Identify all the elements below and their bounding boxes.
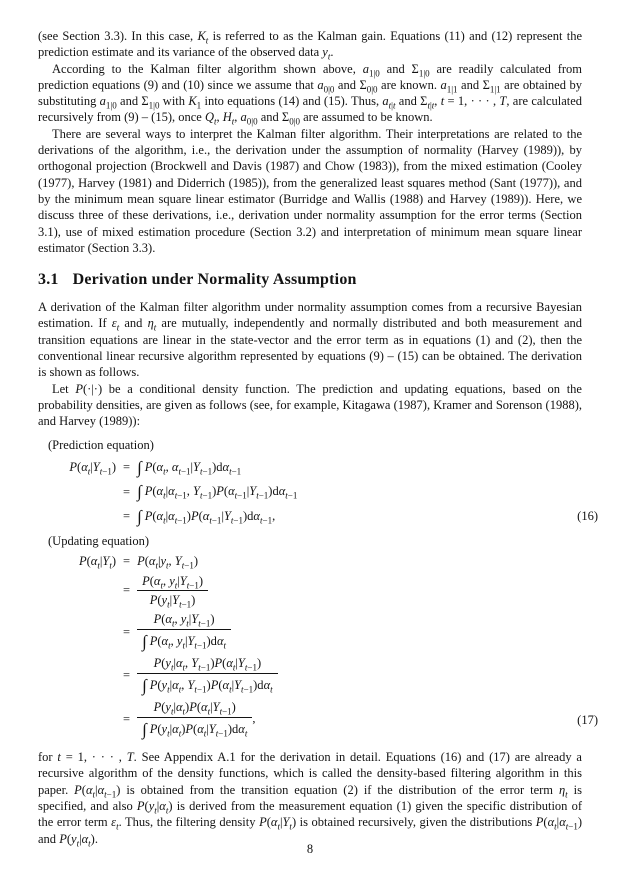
equation-lhs: $P(\alpha_t|Y_{t-1})$ [69,460,116,477]
equation-rhs: $\frac{P(y_t|\alpha_t, Y_{t-1})P(\alpha_t|Y_{t-1})}{\int P(y_t|\alpha_t, Y_{t-1})P(\alpha_t|Y_{t-1})d\alpha_t}$ [137,656,278,695]
prediction-equation-label: (Prediction equation) [48,437,154,452]
equals-sign: = [123,624,131,639]
paragraph-interpretations: There are several ways to interpret the Kalman filter algorithm. Their interpretations are related to the derivations of the algorithm, i.e., the derivation under the assumption of normality (Harvey (1989)), by orthogonal projection (Brockwell and Davis (1987) and Chow (1983)), from the mixed estimation (Cooley (1977), Harvey (1981) and Diderrich (1985)), from the generalized least squares method (Sant (1977)), and by the minimum mean square linear estimator (Burridge and Wallis (1988) and Harvey (1989)). Here, we discuss three of these derivations, i.e., derivation under normality assumption for the error terms (Section 3.1), use of mixed estimation procedure (Section 3.2) and interpretation of minimum mean square linear estimator (Section 3.3). [38,126,582,255]
equation-rhs: $\frac{P(y_t|\alpha_t)P(\alpha_t|Y_{t-1})}{\int P(y_t|\alpha_t)P(\alpha_t|Y_{t-1})d\alpha_t}$ , [137,700,255,739]
prediction-equation-block [58,457,598,527]
equation-number-17: (17) [577,712,598,727]
equals-sign: = [123,712,131,727]
equation-line [58,574,582,608]
paragraph-kalman-gain: (see Section 3.3). In this case, $K_t$ is referred to as the Kalman gain. Equations (11) and (12) represent the prediction estimate and its variance of the observed data $y_t$. [38,29,582,62]
equals-sign: = [123,509,131,524]
closing-text [38,749,582,847]
equals-sign: = [123,554,131,569]
section-heading [38,271,582,289]
updating-equation-label: (Updating equation) [48,534,150,549]
equation-line [58,458,582,478]
equation-line [58,700,598,739]
paragraph-derivation-intro: A derivation of the Kalman filter algorithm under normality assumption comes from a recursive Bayesian estimation. If $\varepsilon_t$ and $\eta_t$ are mutually, independently and normally distributed and both measurement and transition equations are linear in the state-vector and the error term as in equations (1) and (2), then the conventional linear recursive algorithm represented by equations (9) – (15) can be obtained. The derivation is shown as follows. [38,300,582,380]
equation-line [58,554,582,571]
equation-line [58,656,582,695]
equation-line [58,612,582,651]
paragraph-conditional-density: Let P(·|·) be a conditional density function. The prediction and updating equations, based on the probability densities, are given as follows (see, for example, Kitagawa (1987), Kramer and Sorenson (1988), and Harvey (1989)): [38,381,582,429]
page-number: 8 [306,842,314,856]
equation-lhs: $P(\alpha_t|Y_t)$ [78,554,116,571]
updating-equation-block [58,554,598,739]
equation-number-16: (16) [577,509,598,524]
section-title: Derivation under Normality Assumption [72,271,357,289]
equals-sign: = [123,460,131,475]
equation-rhs: $\frac{P(\alpha_t, y_t|Y_{t-1})}{\int P(\alpha_t, y_t|Y_{t-1})d\alpha_t}$ [137,612,231,651]
equation-rhs: ∫ $P(\alpha_t|\alpha_{t-1}$, $Y_{t-1})P(\alpha_{t-1}|Y_{t-1})d\alpha_{t-1}$ [137,482,298,502]
equation-line [58,506,598,527]
equals-sign: = [123,583,131,598]
equals-sign: = [123,668,131,683]
equations-area [38,437,598,740]
equation-rhs: ∫ $P(\alpha_t|\alpha_{t-1})P(\alpha_{t-1}|Y_{t-1})d\alpha_{t-1}$, [137,506,276,526]
body-text [38,28,582,430]
equation-rhs: $P(\alpha_t|y_t$, $Y_{t-1}$) [137,554,199,571]
section-number: 3.1 [38,271,59,289]
equation-rhs: $\frac{P(\alpha_t, y_t|Y_{t-1})}{P(y_t|Y_{t-1})}$ [137,574,208,608]
paragraph-recursive-calculation: According to the Kalman filter algorithm shown above, $a_{1|0}$ and $\Sigma_{1|0}$ are readily calculated from prediction equations (9) and (10) since we assume that $a_{0|0}$ and $\Sigma_{0|0}$ are known. $a_{1|1}$ and $\Sigma_{1|1}$ are obtained by substituting $a_{1|0}$ and $\Sigma_{1|0}$ with $K_1$ into equations (14) and (15). Thus, $a_{t|t}$ and $\Sigma_{t|t}$, t = 1, · · · , T, are calculated recursively from (9) – (15), once $Q_t$, $H_t$, $a_{0|0}$ and $\Sigma_{0|0}$ are assumed to be known. [38,61,583,127]
paragraph-closing: for t = 1, · · · , T. See Appendix A.1 for the derivation in detail. Equations (16) and (17) are already a recursive algorithm of the density functions, which is called the density-based filtering algorithm in this paper. $P(\alpha_t|\alpha_{t-1})$ is obtained from the transition equation (2) if the distribution of the error term $\eta_t$ is specified, and also $P(y_t|\alpha_t)$ is derived from the measurement equation (1) given the specific distribution of the error term $\varepsilon_t$. Thus, the filtering density $P(\alpha_t|Y_t)$ is obtained recursively, given the distributions $P(\alpha_t|\alpha_{t-1})$ and $P(y_t|\alpha_t)$. [38,750,583,849]
equals-sign: = [123,484,131,499]
equation-rhs: ∫ $P(\alpha_t$, $\alpha_{t-1}|Y_{t-1})d\alpha_{t-1}$ [137,457,242,477]
equation-line [58,482,582,502]
